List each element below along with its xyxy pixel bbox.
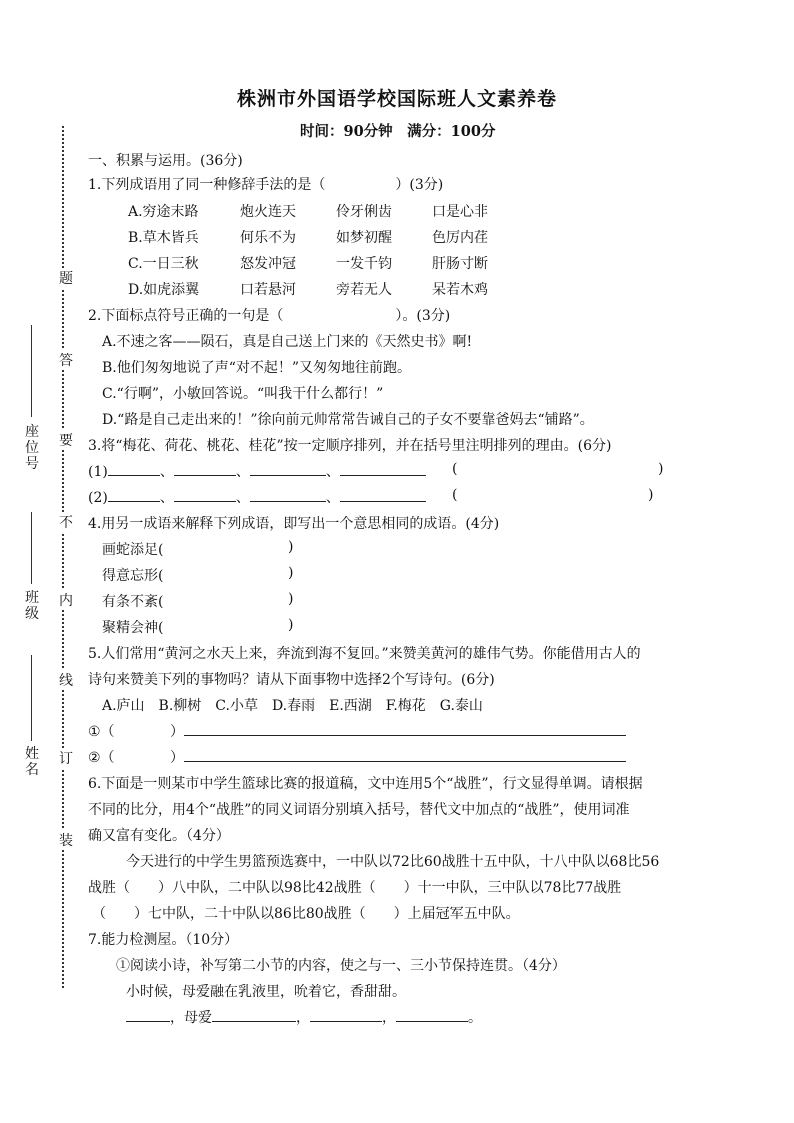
q4-idiom: 画蛇添足( bbox=[102, 542, 164, 558]
q3-blank[interactable] bbox=[174, 487, 236, 502]
q1-option: D.如虎添翼 bbox=[128, 282, 200, 298]
question-6-stem: 6.下面是一则某市中学生篮球比赛的报道稿，文中连用5个“战胜”，行文显得单调。请根据 bbox=[88, 776, 643, 792]
q3-reason-input[interactable] bbox=[462, 487, 642, 503]
name-label: 姓名 bbox=[25, 746, 39, 778]
q4-close-paren: ) bbox=[288, 565, 294, 581]
q3-separator: 、 bbox=[159, 464, 174, 480]
q3-blank[interactable] bbox=[174, 461, 236, 476]
q3-blank[interactable] bbox=[108, 487, 160, 502]
question-5-stem-cont: 诗句来赞美下列的事物吗？请从下面事物中选择2个写诗句。(6分) bbox=[88, 672, 495, 688]
q6-passage: 战胜（ ）八中队，二中队以98比42战胜（ ）十一中队，三中队以78比77战胜 bbox=[88, 880, 622, 896]
q3-row bbox=[88, 487, 426, 507]
q4-close-paren: ) bbox=[288, 617, 294, 633]
q3-blank[interactable] bbox=[340, 461, 426, 476]
q5-answer-line[interactable] bbox=[184, 761, 626, 762]
question-6-stem-cont: 不同的比分，用4个“战胜”的同义词语分别填入括号，替代文中加点的“战胜”，使用词准 bbox=[88, 802, 630, 818]
q3-separator: 、 bbox=[235, 464, 250, 480]
question-5-stem: 5.人们常用“黄河之水天上来，奔流到海不复回。”来赞美黄河的雄伟气势。你能借用古人的 bbox=[88, 646, 641, 662]
question-3-stem: 3.将“梅花、荷花、桃花、桂花”按一定顺序排列，并在括号里注明排列的理由。(6分) bbox=[88, 438, 612, 454]
q2-option: A.不速之客——陨石，真是自己送上门来的《天然史书》啊! bbox=[102, 334, 473, 350]
question-6-stem-cont: 确又富有变化。（4分） bbox=[88, 828, 230, 844]
q5-answer-line[interactable] bbox=[184, 735, 626, 736]
margin-char: 线 bbox=[58, 670, 74, 690]
q1-option: 伶牙俐齿 bbox=[336, 204, 392, 220]
q3-item-label: (2) bbox=[88, 490, 108, 506]
q1-option: C.一日三秋 bbox=[128, 256, 199, 272]
question-1-stem: 1.下列成语用了同一种修辞手法的是（ ）(3分) bbox=[88, 177, 444, 193]
q3-separator: 、 bbox=[235, 490, 250, 506]
q3-reason-open: ( bbox=[452, 461, 458, 477]
q3-row bbox=[88, 461, 426, 481]
q1-option: 如梦初醒 bbox=[336, 230, 392, 246]
page-title: 株洲市外国语学校国际班人文素养卷 bbox=[236, 88, 557, 110]
q5-close-paren: ） bbox=[170, 750, 184, 766]
q7-blank[interactable] bbox=[212, 1007, 296, 1022]
q2-option: D.“路是自己走出来的！”徐向前元帅常常告诫自己的子女不要靠爸妈去“铺路”。 bbox=[102, 412, 594, 428]
q3-blank[interactable] bbox=[250, 461, 326, 476]
margin-char: 不 bbox=[58, 512, 74, 532]
q3-separator: 、 bbox=[325, 464, 340, 480]
exam-subtitle: 时间：90分钟 满分：100分 bbox=[300, 123, 496, 140]
q7-fill-end: 。 bbox=[468, 1010, 482, 1026]
margin-char: 题 bbox=[58, 268, 74, 288]
margin-char: 订 bbox=[58, 748, 74, 768]
class-label: 班级 bbox=[25, 590, 39, 622]
margin-char: 装 bbox=[58, 830, 74, 850]
name-blank[interactable] bbox=[31, 655, 32, 741]
binding-dotted-line bbox=[62, 126, 64, 988]
q5-item-label: ①（ bbox=[88, 724, 115, 740]
q3-reason-input[interactable] bbox=[462, 461, 652, 477]
q1-option: 呆若木鸡 bbox=[432, 282, 488, 298]
q3-item-label: (1) bbox=[88, 464, 108, 480]
q3-reason-close: ) bbox=[648, 487, 654, 503]
q5-options: A.庐山 B.柳树 C.小草 D.春雨 E.西湖 F.梅花 G.泰山 bbox=[102, 698, 483, 714]
q6-passage: （ ）七中队，二十中队以86比80战胜（ ）上届冠军五中队。 bbox=[92, 906, 520, 922]
q7-blank[interactable] bbox=[310, 1007, 382, 1022]
seat-number-label: 座位号 bbox=[25, 424, 39, 472]
q1-option: 何乐不为 bbox=[240, 230, 296, 246]
q4-close-paren: ) bbox=[288, 539, 294, 555]
section-heading: 一、积累与运用。(36分) bbox=[88, 153, 243, 169]
q4-close-paren: ) bbox=[288, 591, 294, 607]
q1-option: 色厉内荏 bbox=[432, 230, 488, 246]
q3-separator: 、 bbox=[159, 490, 174, 506]
q2-option: B.他们匆匆地说了声“对不起！”又匆匆地往前跑。 bbox=[102, 360, 412, 376]
q1-option: 口若悬河 bbox=[240, 282, 296, 298]
q3-reason-close: ) bbox=[658, 461, 664, 477]
margin-char: 要 bbox=[58, 430, 74, 450]
q7-fill-text: ， bbox=[382, 1010, 396, 1026]
q1-option: 炮火连天 bbox=[240, 204, 296, 220]
margin-char: 内 bbox=[58, 590, 74, 610]
q6-passage: 今天进行的中学生男篮预选赛中，一中队以72比60战胜十五中队，十八中队以68比56 bbox=[126, 854, 660, 870]
q7-blank[interactable] bbox=[396, 1007, 468, 1022]
q3-blank[interactable] bbox=[108, 461, 160, 476]
q3-reason-open: ( bbox=[452, 487, 458, 503]
question-7-stem: 7.能力检测屋。（10分） bbox=[88, 932, 239, 948]
q1-option: B.草木皆兵 bbox=[128, 230, 199, 246]
q5-item-label: ②（ bbox=[88, 750, 115, 766]
q3-blank[interactable] bbox=[250, 487, 326, 502]
q7-poem-line: 小时候，母爱融在乳液里，吮着它，香甜甜。 bbox=[126, 984, 406, 1000]
question-2-stem: 2.下面标点符号正确的一句是（ ）。(3分) bbox=[88, 308, 451, 324]
q1-option: 一发千钧 bbox=[336, 256, 392, 272]
q4-idiom: 聚精会神( bbox=[102, 620, 164, 636]
q7-subquestion: ①阅读小诗，补写第二小节的内容，使之与一、三小节保持连贯。（4分） bbox=[116, 958, 566, 974]
q4-idiom: 得意忘形( bbox=[102, 568, 164, 584]
seat-number-blank[interactable] bbox=[31, 325, 32, 417]
q7-fill-row bbox=[126, 1007, 482, 1027]
q3-blank[interactable] bbox=[340, 487, 426, 502]
q1-option: 怒发冲冠 bbox=[240, 256, 296, 272]
q2-option: C.“行啊”，小敏回答说。“叫我干什么都行！” bbox=[102, 386, 384, 402]
q7-fill-text: ，母爱 bbox=[170, 1010, 212, 1026]
q7-fill-text: ， bbox=[296, 1010, 310, 1026]
question-4-stem: 4.用另一成语来解释下列成语，即写出一个意思相同的成语。(4分) bbox=[88, 516, 500, 532]
q1-option: 肝肠寸断 bbox=[432, 256, 488, 272]
class-blank[interactable] bbox=[31, 512, 32, 584]
q3-separator: 、 bbox=[325, 490, 340, 506]
q4-idiom: 有条不紊( bbox=[102, 594, 164, 610]
q1-option: 口是心非 bbox=[432, 204, 488, 220]
q1-option: A.穷途末路 bbox=[128, 204, 199, 220]
q7-blank[interactable] bbox=[126, 1007, 170, 1022]
q1-option: 旁若无人 bbox=[336, 282, 392, 298]
q5-close-paren: ） bbox=[170, 724, 184, 740]
margin-char: 答 bbox=[58, 350, 74, 370]
